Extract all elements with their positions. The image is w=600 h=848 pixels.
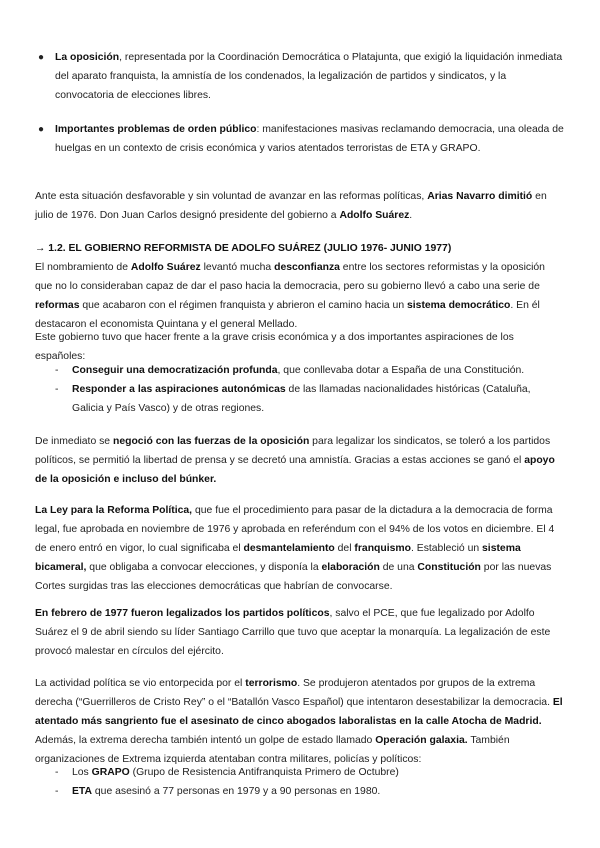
paragraph-ley-reforma: La Ley para la Reforma Política, que fue el procedimiento para pasar de la dictadura a la democracia de forma legal, fue aprobada en noviembre de 1976 y aprobada en referéndum con el 94% de los votos en diciembre. El 4 de enero entró en vigor, lo cual significaba el desmantelamiento del franquismo. Estableció un sistema bicameral, que obligaba a convocar elecciones, y disponía la elaboración de una Constitución por las nuevas Cortes surgidas tras las elecciones democráticas que habrían de convocarse. [35,505,555,592]
dash-icon: - [55,365,59,376]
bullet-bold: Importantes problemas de orden público [55,124,257,135]
dash-icon: - [55,384,59,395]
dash-list-item: - Responder a las aspiraciones autonómicas de las llamadas nacionalidades históricas (Cataluña, Galicia y País Vasco) y de otras regiones. [72,380,562,418]
dash-list-item: - Los GRAPO (Grupo de Resistencia Antifranquista Primero de Octubre) [72,763,562,782]
paragraph-crisis: Este gobierno tuvo que hacer frente a la grave crisis económica y a dos importantes aspiraciones de los españoles: [35,332,514,362]
paragraph-arias-navarro: Ante esta situación desfavorable y sin voluntad de avanzar en las reformas políticas, Arias Navarro dimitió en julio de 1976. Don Juan Carlos designó presidente del gobierno a Adolfo Suárez. [35,191,547,221]
dash-list-item: - Conseguir una democratización profunda, que conllevaba dotar a España de una Constitución. [72,361,562,380]
paragraph-terrorismo: La actividad política se vio entorpecida por el terrorismo. Se produjeron atentados por grupos de la extrema derecha (“Guerrilleros de Cristo Rey” o el “Batallón Vasco Español) que intentaron desestabilizar la democracia. El atentado más sangriento fue el asesinato de cinco abogados laboralistas en la calle Atocha de Madrid. Además, la extrema derecha también intentó un golpe de estado llamado Operación galaxia. También organizaciones de Extrema izquierda atentaban contra militares, policías y políticos: [35,678,563,765]
bullet-item [38,48,567,105]
bullet-bold: La oposición [55,52,120,63]
paragraph-legalizacion: En febrero de 1977 fueron legalizados los partidos políticos, salvo el PCE, que fue legalizado por Adolfo Suárez el 9 de abril siendo su líder Santiago Carrillo que tuvo que aceptar la monarquía. La legalización de este provocó malestar en círculos del ejército. [35,608,551,657]
bullet-text: , representada por la Coordinación Democrática o Platajunta, que exigió la liquidación inmediata del aparato franquista, la amnistía de los condenados, la legalización de partidos y sindicatos, y la convocatoria de elecciones libres. [55,52,563,101]
dash-icon: - [55,767,59,778]
bullet-dot-icon: ● [38,124,45,135]
dash-icon: - [55,786,59,797]
bullet-dot-icon: ● [38,52,45,63]
paragraph-negociacion: De inmediato se negoció con las fuerzas de la oposición para legalizar los sindicatos, se toleró a los partidos políticos, se permitió la libertad de prensa y se decretó una amnistía. Gracias a estas acciones se ganó el apoyo de la oposición e incluso del búnker. [35,436,555,485]
dash-list-item: - ETA que asesinó a 77 personas en 1979 y a 90 personas en 1980. [72,782,562,801]
paragraph-nombramiento: El nombramiento de Adolfo Suárez levantó mucha desconfianza entre los sectores reformistas y la oposición que no lo consideraban capaz de dar el paso hacia la democracia, pero su gobierno llevó a cabo una serie de reformas que acabaron con el régimen franquista y abrieron el camino hacia un sistema democrático. En él destacaron el economista Quintana y el general Mellado. [35,262,545,330]
section-heading: → 1.2. EL GOBIERNO REFORMISTA DE ADOLFO SUÁREZ (JULIO 1976- JUNIO 1977) [35,243,452,254]
bullet-item [38,120,567,158]
bullet-text: : manifestaciones masivas reclamando democracia, una oleada de huelgas en un contexto de crisis económica y varios atentados terroristas de ETA y GRAPO. [55,124,564,154]
